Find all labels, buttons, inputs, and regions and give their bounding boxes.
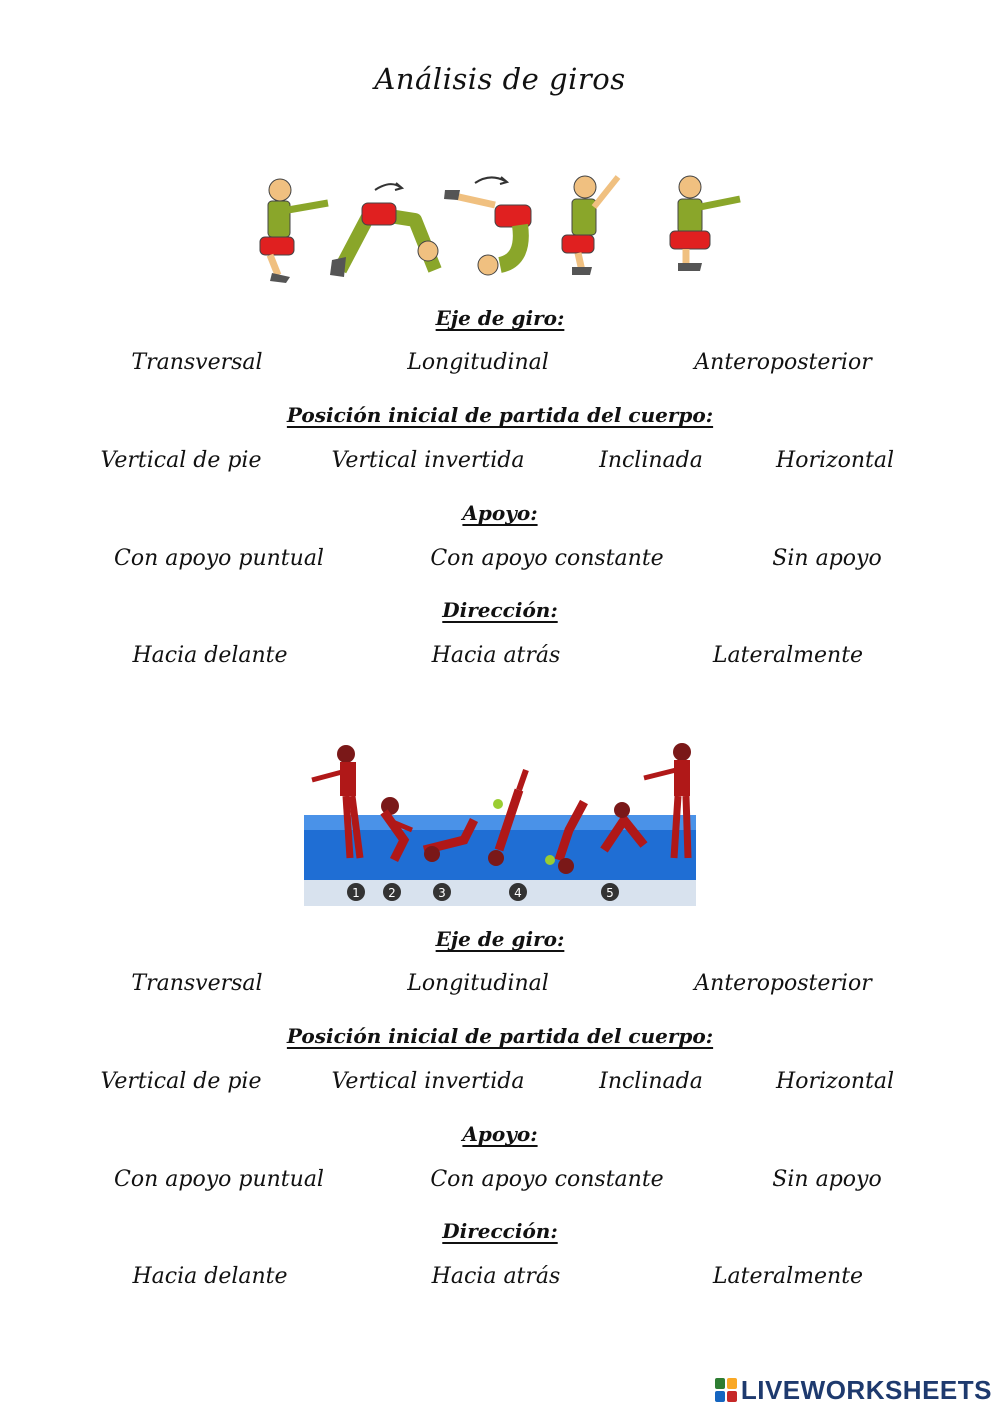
option-axis-anteroposterior-2[interactable]: Anteroposterior (694, 971, 872, 996)
axis-heading-2: Eje de giro: (435, 927, 565, 951)
figure-roll-3 (444, 177, 531, 275)
option-position-vertical-invertida-2[interactable]: Vertical invertida (331, 1069, 525, 1094)
step-number-3: 3 (438, 886, 446, 900)
step-number-4: 4 (514, 886, 522, 900)
direction-heading-1: Dirección: (442, 598, 558, 622)
option-support-constante-2[interactable]: Con apoyo constante (430, 1167, 664, 1192)
forward-roll-illustration (250, 165, 750, 290)
option-position-inclinada-1[interactable]: Inclinada (599, 448, 703, 473)
position-heading-1: Posición inicial de partida del cuerpo: (286, 403, 714, 427)
figure-roll-2 (330, 183, 438, 277)
option-axis-longitudinal-1[interactable]: Longitudinal (407, 350, 549, 375)
step-number-5: 5 (606, 886, 614, 900)
figure-crouch-1 (260, 179, 328, 283)
option-direction-lateral-2[interactable]: Lateralmente (712, 1264, 864, 1289)
option-direction-lateral-1[interactable]: Lateralmente (712, 643, 864, 668)
support-heading-1: Apoyo: (462, 501, 538, 525)
direction-heading-2: Dirección: (442, 1219, 558, 1243)
option-axis-anteroposterior-1[interactable]: Anteroposterior (694, 350, 872, 375)
option-support-constante-1[interactable]: Con apoyo constante (430, 546, 664, 571)
option-axis-transversal-2[interactable]: Transversal (131, 971, 263, 996)
option-position-horizontal-2[interactable]: Horizontal (776, 1069, 894, 1094)
option-direction-delante-2[interactable]: Hacia delante (132, 1264, 288, 1289)
option-axis-longitudinal-2[interactable]: Longitudinal (407, 971, 549, 996)
option-support-sin-apoyo-1[interactable]: Sin apoyo (772, 546, 882, 571)
option-support-sin-apoyo-2[interactable]: Sin apoyo (772, 1167, 882, 1192)
option-direction-delante-1[interactable]: Hacia delante (132, 643, 288, 668)
figure-crouch-5 (670, 176, 740, 271)
backward-roll-illustration (304, 740, 696, 906)
option-position-horizontal-1[interactable]: Horizontal (776, 448, 894, 473)
option-direction-atras-2[interactable]: Hacia atrás (431, 1264, 561, 1289)
option-direction-atras-1[interactable]: Hacia atrás (431, 643, 561, 668)
position-heading-2: Posición inicial de partida del cuerpo: (286, 1024, 714, 1048)
axis-heading-1: Eje de giro: (435, 306, 565, 330)
step-number-1: 1 (352, 886, 360, 900)
liveworksheets-brand (715, 1375, 992, 1405)
step-number-2: 2 (388, 886, 396, 900)
option-position-vertical-invertida-1[interactable]: Vertical invertida (331, 448, 525, 473)
option-support-puntual-1[interactable]: Con apoyo puntual (114, 546, 324, 571)
page-title: Análisis de giros (374, 62, 626, 96)
brand-text: LIVEWORKSHEETS (740, 1374, 992, 1405)
option-axis-transversal-1[interactable]: Transversal (131, 350, 263, 375)
option-position-inclinada-2[interactable]: Inclinada (599, 1069, 703, 1094)
option-position-vertical-pie-1[interactable]: Vertical de pie (100, 448, 262, 473)
figure-rise-4 (562, 176, 618, 275)
liveworksheets-logo-icon (715, 1378, 737, 1402)
support-heading-2: Apoyo: (462, 1122, 538, 1146)
option-support-puntual-2[interactable]: Con apoyo puntual (114, 1167, 324, 1192)
option-position-vertical-pie-2[interactable]: Vertical de pie (100, 1069, 262, 1094)
